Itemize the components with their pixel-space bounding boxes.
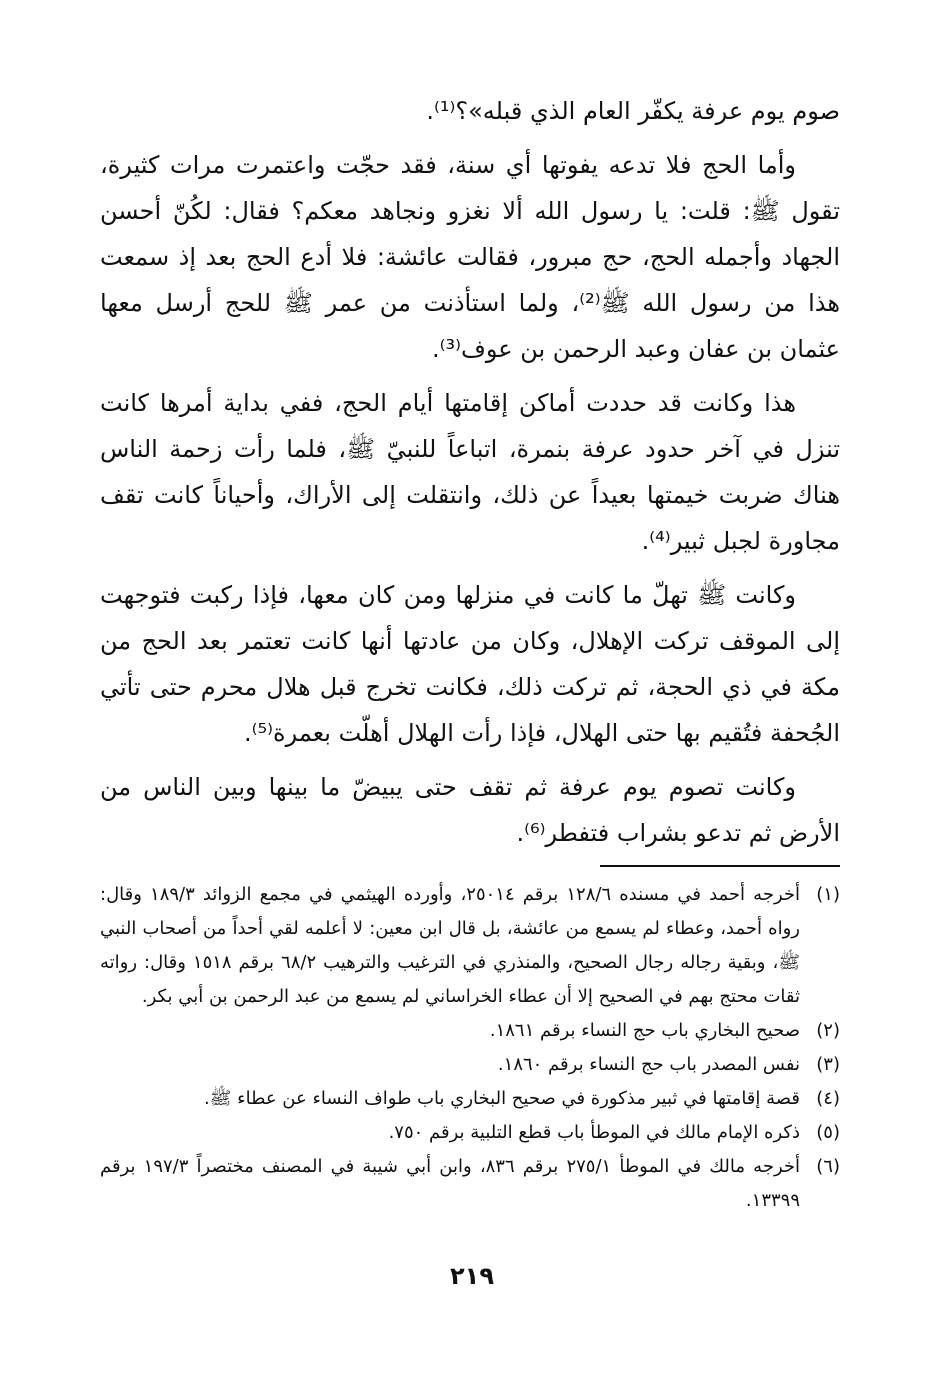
page-number: ٢١٩ [450, 1262, 494, 1290]
footnote-1 [100, 878, 840, 1014]
main-text [100, 88, 840, 864]
footnote-2 [100, 1014, 840, 1048]
footnote-number: (٤) [816, 1088, 840, 1109]
footnote-3 [100, 1048, 840, 1082]
footnote-text: ذكره الإمام مالك في الموطأ باب قطع التلبية برقم ٧٥٠. [388, 1122, 800, 1143]
footnote-number: (٣) [816, 1054, 840, 1075]
footnote-4 [100, 1082, 840, 1116]
footnote-5 [100, 1116, 840, 1150]
footnote-divider [600, 865, 840, 867]
footnote-text: صحيح البخاري باب حج النساء برقم ١٨٦١. [489, 1020, 800, 1041]
footnote-number: (١) [816, 884, 840, 905]
paragraph-2: وأما الحج فلا تدعه يفوتها أي سنة، فقد حجّت واعتمرت مرات كثيرة، تقول ﷺ: قلت: يا رسول الله ألا نغزو ونجاهد معكم؟ فقال: لكُنّ أحسن الجهاد وأجمله الحج، حج مبرور، فقالت عائشة: فلا أدع الحج بعد إذ سمعت هذا من رسول الله ﷺ⁽²⁾، ولما استأذنت من عمر ﷺ للحج أرسل معها عثمان بن عفان وعبد الرحمن بن عوف⁽³⁾. [100, 151, 840, 363]
footnote-text: أخرجه مالك في الموطأ ٢٧٥/١ برقم ٨٣٦، وابن أبي شيبة في المصنف مختصراً ١٩٧/٣ برقم ١٣٣٩٩. [100, 1156, 801, 1211]
paragraph-1: صوم يوم عرفة يكفّر العام الذي قبله»؟⁽¹⁾. [426, 97, 840, 125]
footnotes [100, 878, 840, 1218]
footnote-number: (٦) [816, 1156, 840, 1177]
footnote-text: قصة إقامتها في ثبير مذكورة في صحيح البخاري باب طواف النساء عن عطاء ﷺ. [203, 1088, 800, 1109]
footnote-number: (٢) [816, 1020, 840, 1041]
footnote-6 [100, 1150, 840, 1218]
paragraph-5: وكانت تصوم يوم عرفة ثم تقف حتى يبيضّ ما بينها وبين الناس من الأرض ثم تدعو بشراب فتفطر⁽⁶⁾. [100, 773, 840, 847]
paragraph-3: هذا وكانت قد حددت أماكن إقامتها أيام الحج، ففي بداية أمرها كانت تنزل في آخر حدود عرفة بنمرة، اتباعاً للنبيّ ﷺ، فلما رأت زحمة الناس هناك ضربت خيمتها بعيداً عن ذلك، وانتقلت إلى الأراك، وأحياناً كانت تقف مجاورة لجبل ثبير⁽⁴⁾. [100, 389, 840, 555]
paragraph-4: وكانت ﷺ تهلّ ما كانت في منزلها ومن كان معها، فإذا ركبت فتوجهت إلى الموقف تركت الإهلال، وكان من عادتها أنها كانت تعتمر بعد الحج من مكة في ذي الحجة، ثم تركت ذلك، فكانت تخرج قبل هلال محرم حتى تأتي الجُحفة فتُقيم بها حتى الهلال، فإذا رأت الهلال أهلّت بعمرة⁽⁵⁾. [100, 581, 840, 747]
footnote-text: نفس المصدر باب حج النساء برقم ١٨٦٠. [497, 1054, 800, 1075]
footnote-number: (٥) [816, 1122, 840, 1143]
footnote-text: أخرجه أحمد في مسنده ١٢٨/٦ برقم ٢٥٠١٤، وأورده الهيثمي في مجمع الزوائد ١٨٩/٣ وقال: رواه أحمد، وعطاء لم يسمع من عائشة، بل قال ابن معين: لا أعلمه لقي أحداً من أصحاب النبي ﷺ، وبقية رجاله رجال الصحيح، والمنذري في الترغيب والترهيب ٦٨/٢ برقم ١٥١٨ وقال: رواته ثقات محتج بهم في الصحيح إلا أن عطاء الخراساني لم يسمع من عبد الرحمن بن أبي بكر. [100, 884, 801, 1007]
